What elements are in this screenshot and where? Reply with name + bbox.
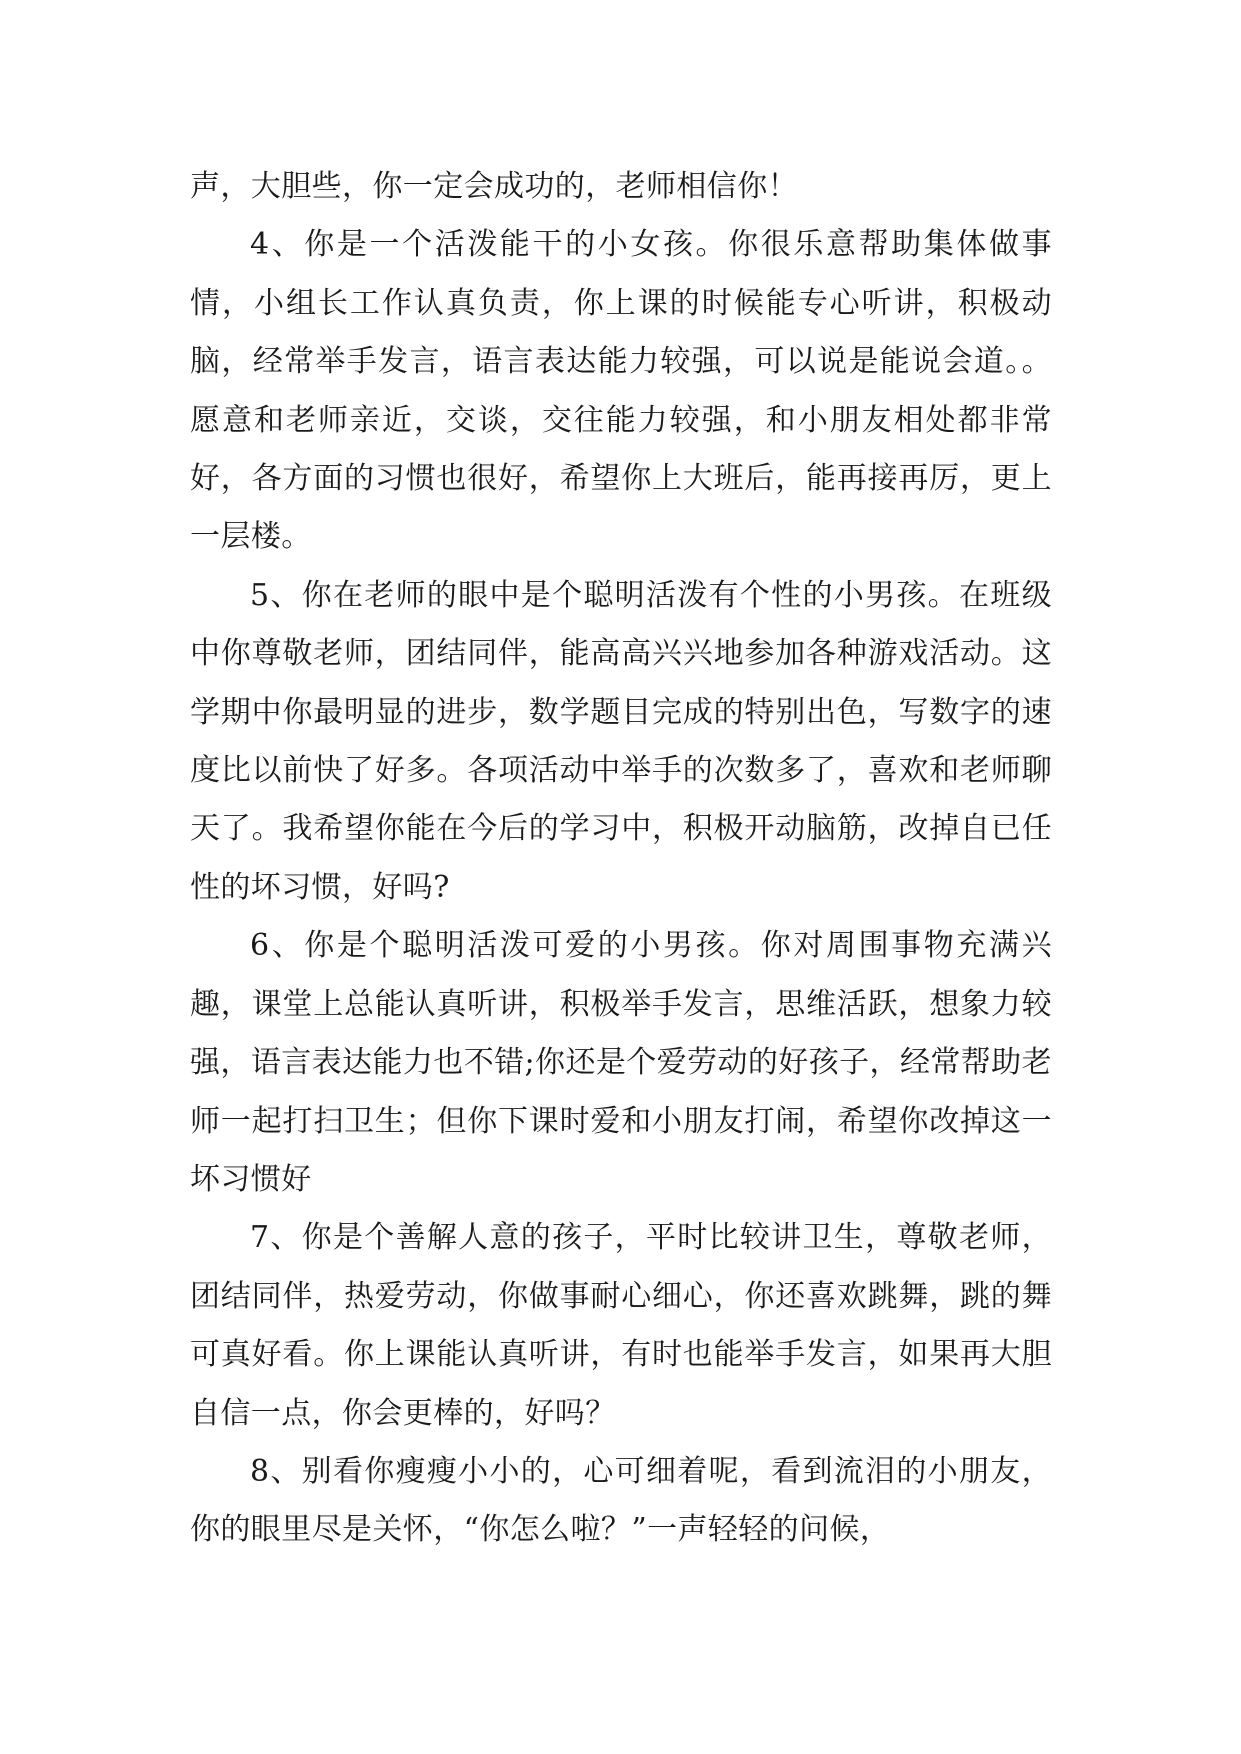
paragraph-comment-5: 5、你在老师的眼中是个聪明活泼有个性的小男孩。在班级中你尊敬老师，团结同伴，能高高兴兴地参加各种游戏活动。这学期中你最明显的进步，数学题目完成的特别出色，写数字的速度比以前快了好多。各项活动中举手的次数多了，喜欢和老师聊天了。我希望你能在今后的学习中，积极开动脑筋，改掉自已任性的坏习惯，好吗? xyxy=(190,577,1052,905)
paragraph-comment-4: 4、你是一个活泼能干的小女孩。你很乐意帮助集体做事情，小组长工作认真负责，你上课的时候能专心听讲，积极动脑，经常举手发言，语言表达能力较强，可以说是能说会道。。愿意和老师亲近，交谈，交往能力较强，和小朋友相处都非常好，各方面的习惯也很好，希望你上大班后，能再接再厉，更上一层楼。 xyxy=(190,227,1052,555)
paragraph-comment-6: 6、你是个聪明活泼可爱的小男孩。你对周围事物充满兴趣，课堂上总能认真听讲，积极举手发言，思维活跃，想象力较强，语言表达能力也不错;你还是个爱劳动的好孩子，经常帮助老师一起打扫卫生；但你下课时爱和小朋友打闹，希望你改掉这一坏习惯好 xyxy=(190,928,1052,1197)
paragraph-comment-7: 7、你是个善解人意的孩子，平时比较讲卫生，尊敬老师，团结同伴，热爱劳动，你做事耐心细心，你还喜欢跳舞，跳的舞可真好看。你上课能认真听讲，有时也能举手发言，如果再大胆自信一点，你会更棒的，好吗？ xyxy=(190,1220,1052,1431)
document-body xyxy=(190,158,1052,1560)
paragraph-continuation: 声，大胆些，你一定会成功的，老师相信你！ xyxy=(190,169,798,204)
paragraph-comment-8: 8、别看你瘦瘦小小的，心可细着呢，看到流泪的小朋友，你的眼里尽是关怀，“你怎么啦？”一声轻轻的问候， xyxy=(190,1453,1052,1548)
